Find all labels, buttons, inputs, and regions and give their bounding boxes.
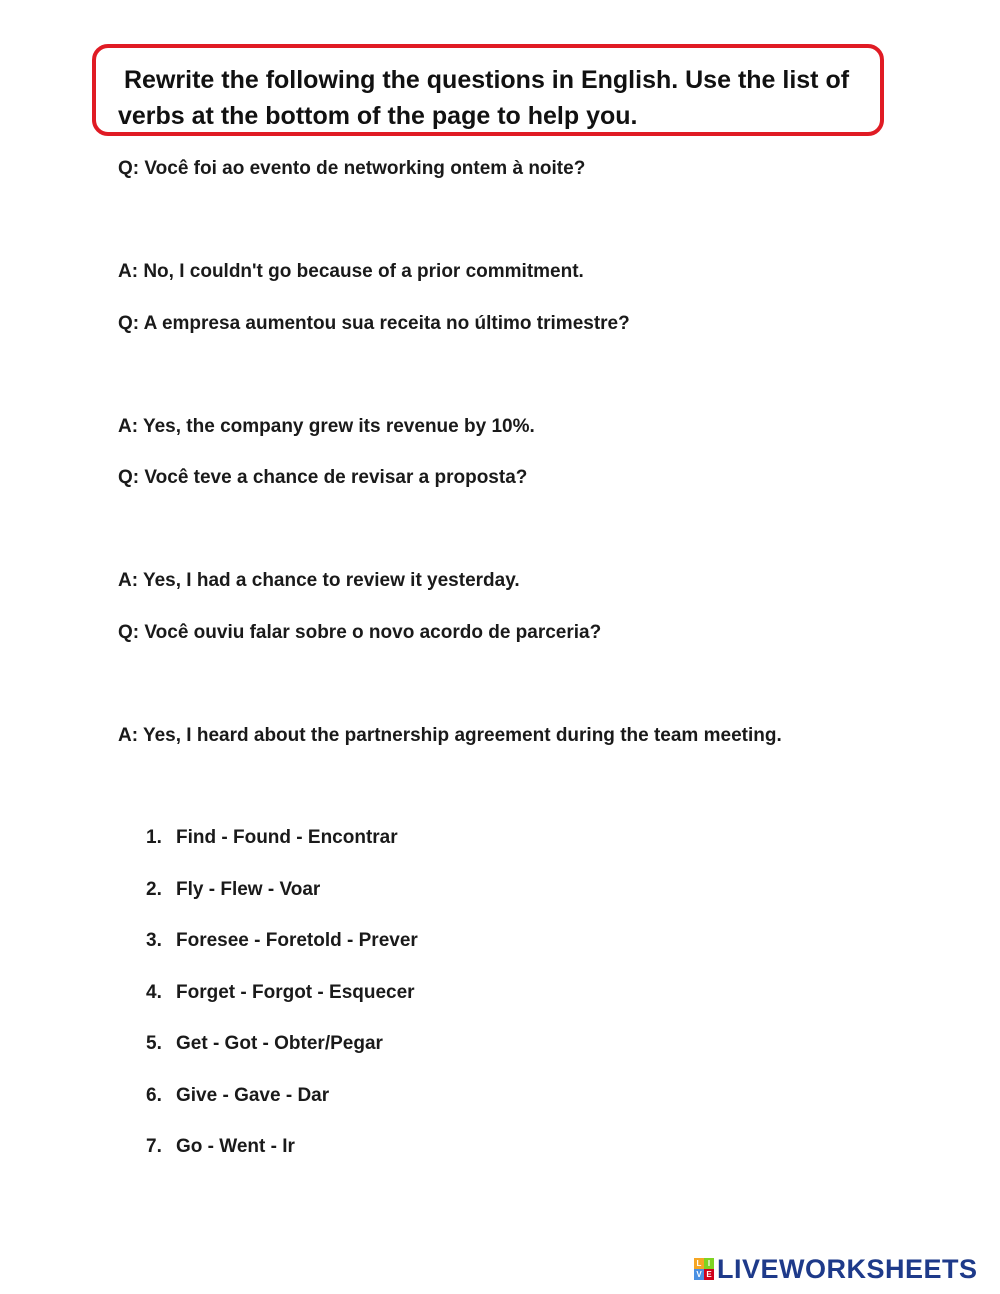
verb-number: 6. (146, 1084, 162, 1106)
logo-mark-cell: L (694, 1258, 704, 1269)
verb-number: 2. (146, 878, 162, 900)
verb-item (146, 1135, 418, 1187)
answer-2: A: Yes, the company grew its revenue by 10%. (118, 416, 535, 437)
verb-number: 5. (146, 1033, 162, 1054)
liveworksheets-logo-icon (694, 1258, 714, 1280)
answer-4: A: Yes, I heard about the partnership agreement during the team meeting. (118, 725, 782, 746)
verb-text: Find - Found - Encontrar (176, 827, 398, 848)
verb-number: 4. (146, 981, 162, 1003)
answer-1: A: No, I couldn't go because of a prior commitment. (118, 261, 584, 282)
verb-item (146, 826, 418, 878)
logo-mark-cell: V (694, 1269, 704, 1280)
verb-number: 1. (146, 827, 162, 848)
verb-text: Give - Gave - Dar (176, 1084, 330, 1106)
instructions-line-1: Rewrite the following the questions in English. Use the list of (124, 66, 850, 94)
verb-item (146, 1032, 418, 1084)
logo-mark-cell: I (704, 1258, 714, 1269)
verb-number: 3. (146, 930, 162, 951)
instructions-box (92, 44, 884, 136)
verb-list (146, 826, 418, 1187)
verb-item (146, 878, 418, 930)
question-3: Q: Você teve a chance de revisar a proposta? (118, 467, 528, 488)
answer-3: A: Yes, I had a chance to review it yesterday. (118, 570, 520, 591)
verb-text: Get - Got - Obter/Pegar (176, 1033, 383, 1054)
logo-mark-cell: E (704, 1269, 714, 1280)
instructions-line-2: verbs at the bottom of the page to help you. (118, 102, 638, 130)
verb-text: Foresee - Foretold - Prever (176, 930, 418, 951)
question-1: Q: Você foi ao evento de networking ontem à noite? (118, 158, 586, 179)
verb-item (146, 1084, 418, 1136)
verb-item (146, 929, 418, 981)
question-2: Q: A empresa aumentou sua receita no último trimestre? (118, 313, 630, 334)
logo-text: LIVEWORKSHEETS (717, 1254, 978, 1284)
verb-number: 7. (146, 1136, 162, 1157)
question-4: Q: Você ouviu falar sobre o novo acordo de parceria? (118, 622, 602, 643)
verb-text: Go - Went - Ir (176, 1136, 295, 1157)
liveworksheets-logo[interactable] (694, 1254, 978, 1284)
verb-item (146, 981, 418, 1033)
verb-text: Fly - Flew - Voar (176, 878, 321, 900)
verb-text: Forget - Forgot - Esquecer (176, 981, 415, 1003)
instructions-text (118, 62, 878, 134)
